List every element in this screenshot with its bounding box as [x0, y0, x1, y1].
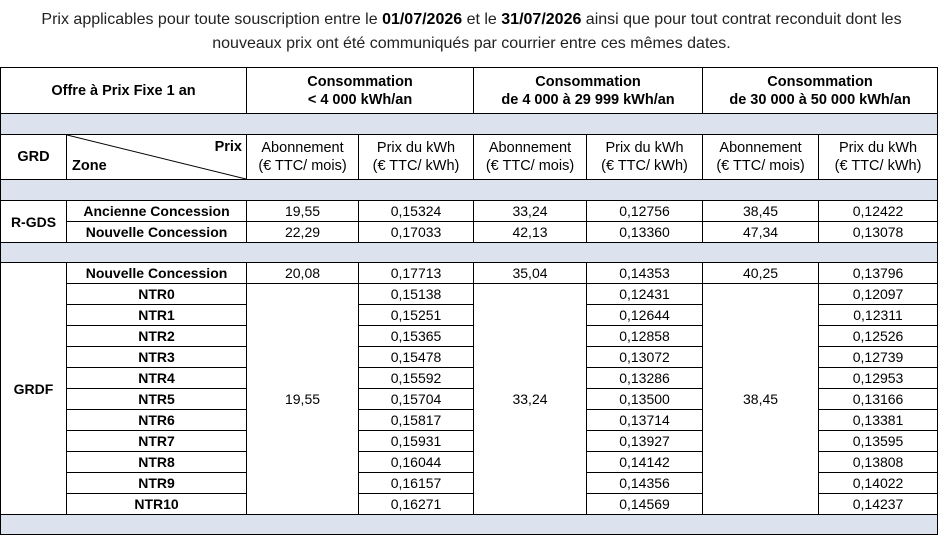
subheader-row [1, 135, 938, 180]
value-cell: 0,12422 [819, 201, 938, 222]
value-cell: 0,13166 [819, 389, 938, 410]
value-cell: 0,15817 [359, 410, 474, 431]
zone-cell: NTR2 [67, 326, 247, 347]
abo-header-1 [247, 135, 359, 180]
value-cell: 0,16271 [359, 494, 474, 515]
value-cell: 22,29 [247, 222, 359, 243]
value-cell: 0,12739 [819, 347, 938, 368]
intro-line-1 [0, 8, 943, 32]
table-row [1, 201, 938, 222]
intro-date-start: 01/07/2026 [382, 11, 463, 28]
value-cell: 40,25 [703, 263, 819, 284]
intro-part-2: et le [462, 11, 502, 28]
spacer-row [1, 515, 938, 535]
band-3-label: Consommation [767, 73, 873, 90]
zone-cell: NTR1 [67, 305, 247, 326]
value-cell: 0,14142 [587, 452, 703, 473]
value-cell: 0,15324 [359, 201, 474, 222]
value-cell: 0,14356 [587, 473, 703, 494]
kwh-header-3 [819, 135, 938, 180]
spacer-row [1, 243, 938, 263]
value-cell: 0,13796 [819, 263, 938, 284]
grd-grdf: GRDF [1, 263, 67, 515]
value-cell: 0,13714 [587, 410, 703, 431]
value-cell: 0,14569 [587, 494, 703, 515]
value-cell: 0,14022 [819, 473, 938, 494]
value-cell: 0,14353 [587, 263, 703, 284]
value-cell: 0,12644 [587, 305, 703, 326]
zone-cell: NTR4 [67, 368, 247, 389]
kwh-header-unit: (€ TTC/ kWh) [601, 158, 688, 174]
value-cell: 0,12858 [587, 326, 703, 347]
value-cell: 33,24 [474, 201, 587, 222]
zone-label: Zone [72, 158, 107, 174]
abo-header-label: Abonnement [261, 140, 344, 156]
value-cell: 0,15365 [359, 326, 474, 347]
value-cell: 0,12431 [587, 284, 703, 305]
value-cell: 0,13927 [587, 431, 703, 452]
zone-cell: Nouvelle Concession [67, 263, 247, 284]
kwh-header-unit: (€ TTC/ kWh) [372, 158, 460, 174]
zone-cell: Nouvelle Concession [67, 222, 247, 243]
abo-header-3 [703, 135, 819, 180]
abo-header-label: Abonnement [488, 140, 572, 156]
abo-header-label: Abonnement [719, 140, 802, 156]
value-cell: 0,13360 [587, 222, 703, 243]
value-cell: 0,15931 [359, 431, 474, 452]
abo-header-unit: (€ TTC/ mois) [258, 158, 347, 174]
value-cell: 47,34 [703, 222, 819, 243]
band-header-2 [474, 68, 703, 114]
zone-cell: NTR6 [67, 410, 247, 431]
kwh-header-label: Prix du kWh [838, 140, 918, 156]
grd-header: GRD [1, 135, 67, 180]
zone-cell: NTR0 [67, 284, 247, 305]
prix-zone-header [67, 135, 247, 180]
grd-rgds: R-GDS [1, 201, 67, 243]
value-cell: 0,12097 [819, 284, 938, 305]
abo-header-2 [474, 135, 587, 180]
value-cell: 0,13072 [587, 347, 703, 368]
prix-label: Prix [214, 139, 243, 155]
kwh-header-label: Prix du kWh [605, 140, 684, 156]
zone-cell: NTR3 [67, 347, 247, 368]
band-1-label: Consommation [307, 73, 413, 90]
value-cell: 0,13500 [587, 389, 703, 410]
value-cell: 0,12756 [587, 201, 703, 222]
zone-cell: Ancienne Concession [67, 201, 247, 222]
zone-cell: NTR9 [67, 473, 247, 494]
value-cell: 0,13286 [587, 368, 703, 389]
kwh-header-2 [587, 135, 703, 180]
value-cell: 0,16044 [359, 452, 474, 473]
table-row [1, 284, 938, 305]
value-cell: 20,08 [247, 263, 359, 284]
kwh-header-unit: (€ TTC/ kWh) [834, 158, 922, 174]
intro-part-1: Prix applicables pour toute souscription entre le [41, 11, 383, 28]
zone-cell: NTR10 [67, 494, 247, 515]
header-row [1, 68, 938, 114]
band-1-range: < 4 000 kWh/an [307, 91, 413, 108]
value-cell: 0,13078 [819, 222, 938, 243]
band-header-1 [247, 68, 474, 114]
band-header-3 [703, 68, 938, 114]
spacer-row [1, 114, 938, 135]
value-cell: 0,15478 [359, 347, 474, 368]
band-2-label: Consommation [535, 73, 641, 90]
intro-text [0, 8, 943, 56]
offer-title: Offre à Prix Fixe 1 an [1, 68, 247, 114]
zone-cell: NTR8 [67, 452, 247, 473]
value-cell: 0,15592 [359, 368, 474, 389]
value-cell: 0,12311 [819, 305, 938, 326]
value-cell: 42,13 [474, 222, 587, 243]
value-cell: 19,55 [247, 201, 359, 222]
value-cell: 0,15138 [359, 284, 474, 305]
intro-part-3: ainsi que pour tout contrat reconduit dont les [581, 11, 902, 28]
zone-cell: NTR7 [67, 431, 247, 452]
value-cell: 0,16157 [359, 473, 474, 494]
value-cell: 0,15251 [359, 305, 474, 326]
zone-cell: NTR5 [67, 389, 247, 410]
table-row [1, 263, 938, 284]
abo-header-unit: (€ TTC/ mois) [485, 158, 575, 174]
value-cell: 0,13595 [819, 431, 938, 452]
abo-header-unit: (€ TTC/ mois) [716, 158, 805, 174]
intro-line-2: nouveaux prix ont été communiqués par courrier entre ces mêmes dates. [212, 35, 731, 52]
value-cell: 0,13381 [819, 410, 938, 431]
value-cell: 35,04 [474, 263, 587, 284]
kwh-header-label: Prix du kWh [376, 140, 456, 156]
value-cell: 0,12953 [819, 368, 938, 389]
abo-merged-2: 33,24 [474, 284, 587, 515]
value-cell: 0,17033 [359, 222, 474, 243]
kwh-header-1 [359, 135, 474, 180]
abo-merged-1: 19,55 [247, 284, 359, 515]
value-cell: 0,15704 [359, 389, 474, 410]
band-2-range: de 4 000 à 29 999 kWh/an [501, 91, 675, 108]
value-cell: 0,13808 [819, 452, 938, 473]
intro-date-end: 31/07/2026 [501, 11, 582, 28]
abo-merged-3: 38,45 [703, 284, 819, 515]
value-cell: 0,14237 [819, 494, 938, 515]
price-table [0, 67, 938, 535]
value-cell: 38,45 [703, 201, 819, 222]
spacer-row [1, 180, 938, 201]
value-cell: 0,12526 [819, 326, 938, 347]
table-row [1, 222, 938, 243]
band-3-range: de 30 000 à 50 000 kWh/an [729, 91, 911, 108]
value-cell: 0,17713 [359, 263, 474, 284]
